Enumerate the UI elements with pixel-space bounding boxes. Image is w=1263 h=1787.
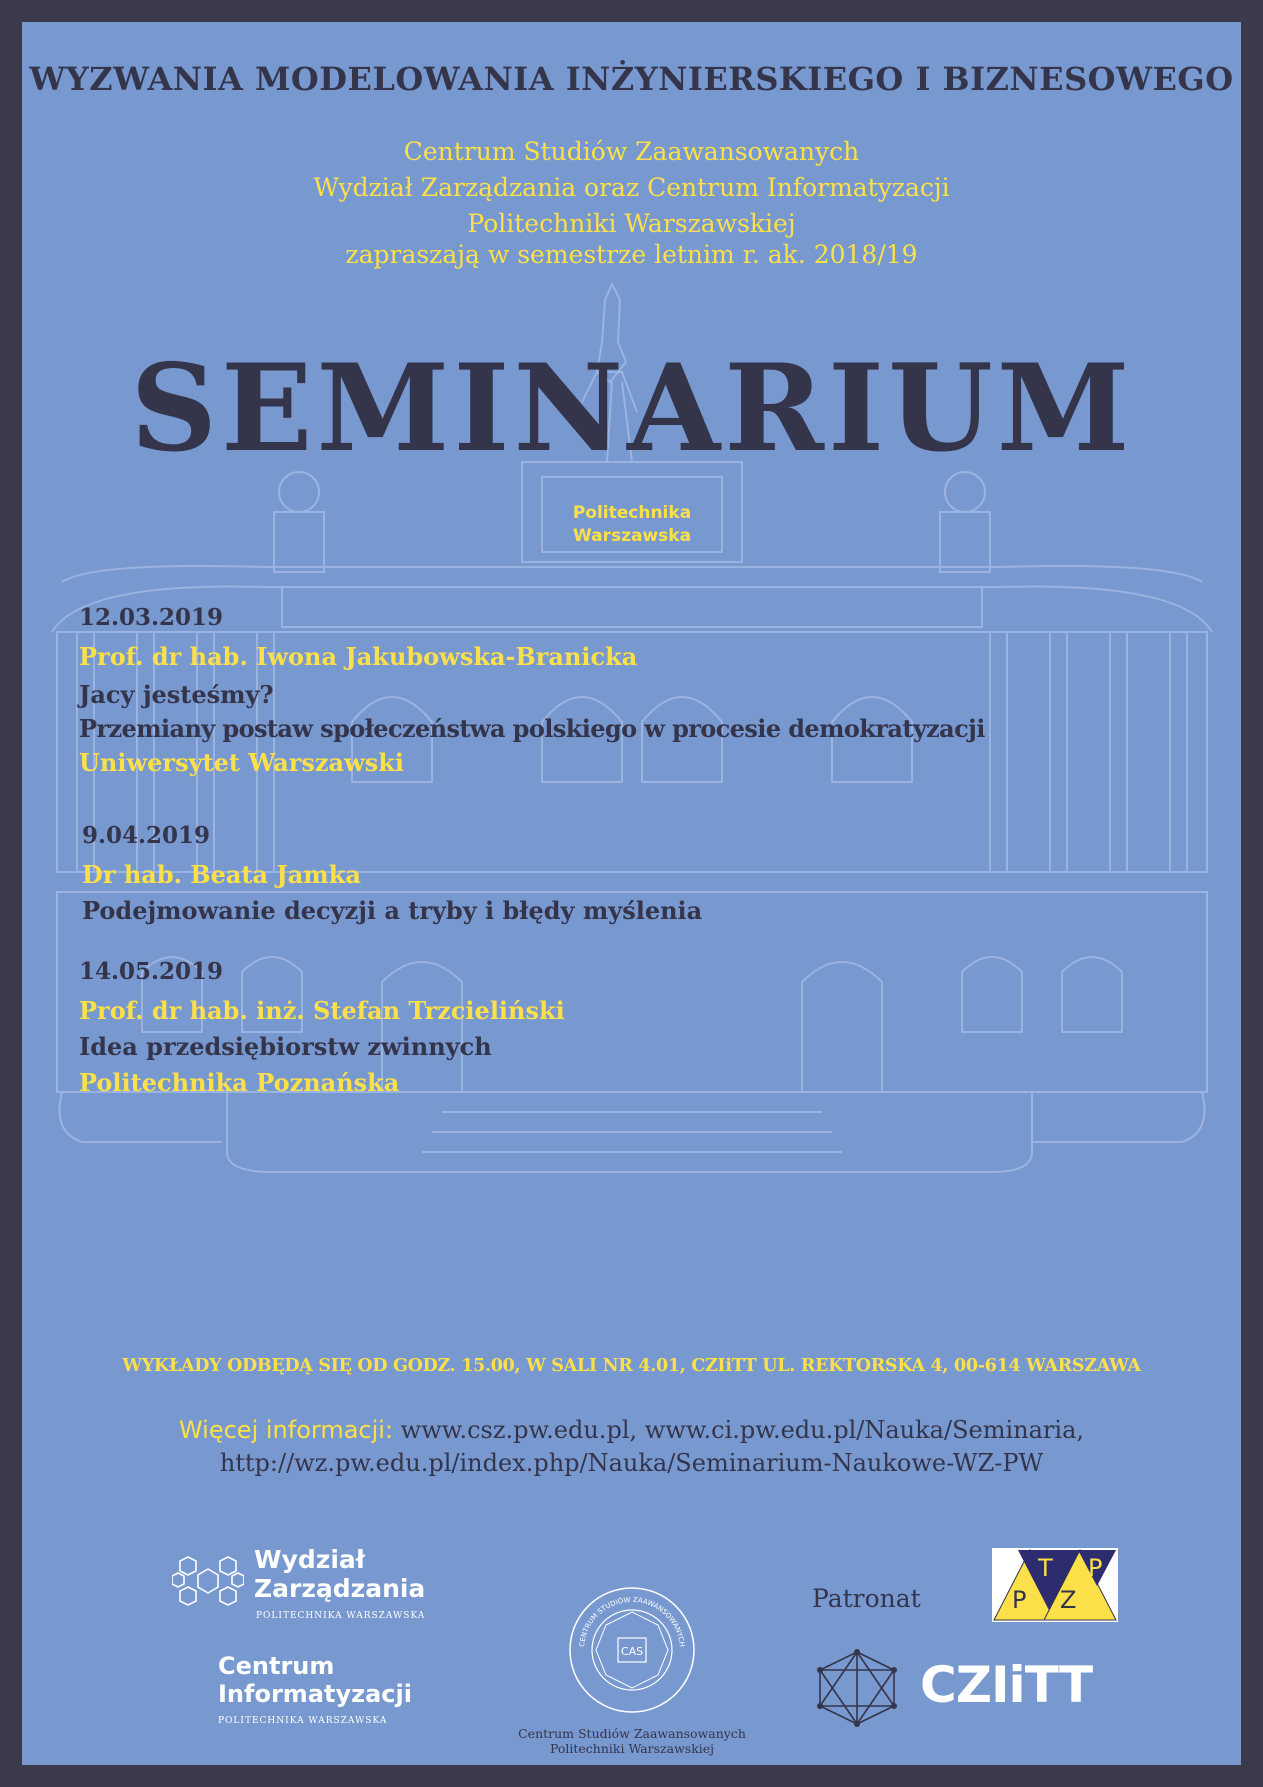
csz-seal-text: CENTRUM STUDIÓW ZAAWANSOWANYCH <box>578 1595 686 1648</box>
organizer-line: zapraszają w semestrze letnim r. ak. 2018/19 <box>345 240 918 269</box>
lecture-3 <box>79 958 1179 1102</box>
more-info-link[interactable]: http://wz.pw.edu.pl/index.php/Nauka/Seminarium-Naukowe-WZ-PW <box>219 1449 1044 1477</box>
organizer-line: Centrum Studiów Zaawansowanych <box>403 137 860 166</box>
building-logo <box>522 502 742 548</box>
lecture-speaker: Dr hab. Beata Jamka <box>82 860 361 889</box>
lecture-1 <box>79 604 1209 782</box>
lecture-2 <box>82 822 1182 930</box>
ci-line1: Centrum <box>218 1652 335 1680</box>
csz-caption-line2: Politechniki Warszawskiej <box>549 1741 715 1756</box>
lecture-date: 9.04.2019 <box>82 822 211 849</box>
ci-logo <box>218 1652 458 1732</box>
building-logo-line2: Warszawska <box>572 526 692 546</box>
lecture-date: 14.05.2019 <box>79 958 224 985</box>
ci-line2: Informatyzacji <box>218 1680 412 1708</box>
lecture-affiliation: Uniwersytet Warszawski <box>79 748 404 777</box>
wz-logo <box>172 1547 472 1627</box>
organizers <box>22 134 1241 273</box>
wz-sub: POLITECHNIKA WARSZAWSKA <box>256 1611 426 1621</box>
lecture-speaker: Prof. dr hab. inż. Stefan Trzcieliński <box>79 996 565 1025</box>
ptzp-logo <box>992 1548 1118 1622</box>
organizer-line: Politechniki Warszawskiej <box>467 209 796 238</box>
patronat-label: Patronat <box>812 1584 921 1613</box>
svg-text:CAS: CAS <box>620 1645 644 1658</box>
building-logo-line1: Politechnika <box>572 503 692 523</box>
lecture-title: Podejmowanie decyzji a tryby i błędy myślenia <box>82 896 703 925</box>
more-info-label: Więcej informacji: <box>178 1416 394 1444</box>
venue-info: WYKŁADY ODBĘDĄ SIĘ OD GODZ. 15.00, W SALI NR 4.01, CZIiTT UL. REKTORSKA 4, 00-614 WARSZAWA <box>122 1356 1141 1376</box>
lecture-date: 12.03.2019 <box>79 604 224 631</box>
lecture-title: Przemiany postaw społeczeństwa polskiego w procesie demokratyzacji <box>79 714 985 743</box>
svg-text:CENTRUM STUDIÓW ZAAWANSOWANYCH <box>578 1596 686 1648</box>
wz-line1: Wydział <box>254 1545 366 1574</box>
lecture-speaker: Prof. dr hab. Iwona Jakubowska-Branicka <box>79 642 638 671</box>
csz-caption <box>492 1726 772 1756</box>
lecture-title: Idea przedsiębiorstw zwinnych <box>79 1032 492 1061</box>
csz-seal <box>562 1580 702 1720</box>
ptzp-letter: P <box>1012 1586 1027 1614</box>
poster <box>22 22 1241 1765</box>
wz-line2: Zarządzania <box>254 1574 426 1603</box>
cziitt-logo: CZIiTT <box>920 1656 1093 1714</box>
series-title: WYZWANIA MODELOWANIA INŻYNIERSKIEGO I BIZNESOWEGO <box>29 60 1234 98</box>
ci-sub: POLITECHNIKA WARSZAWSKA <box>218 1716 388 1726</box>
network-icon <box>812 1648 902 1728</box>
csz-seal-icon <box>562 1580 702 1720</box>
organizer-line: Wydział Zarządzania oraz Centrum Informatyzacji <box>313 173 950 202</box>
ptzp-letter: T <box>1038 1554 1053 1582</box>
ptzp-logo-icon <box>992 1548 1118 1622</box>
main-title: SEMINARIUM <box>130 338 1134 479</box>
csz-caption-line1: Centrum Studiów Zaawansowanych <box>518 1726 746 1741</box>
lecture-title: Jacy jesteśmy? <box>79 680 274 709</box>
more-info <box>22 1414 1241 1480</box>
ptzp-letter: Z <box>1060 1586 1077 1614</box>
wz-hexagon-icon <box>172 1551 244 1611</box>
lecture-affiliation: Politechnika Poznańska <box>79 1068 400 1097</box>
ptzp-letter: P <box>1088 1554 1103 1582</box>
more-info-links[interactable]: www.csz.pw.edu.pl, www.ci.pw.edu.pl/Nauka/Seminaria, <box>400 1416 1085 1444</box>
